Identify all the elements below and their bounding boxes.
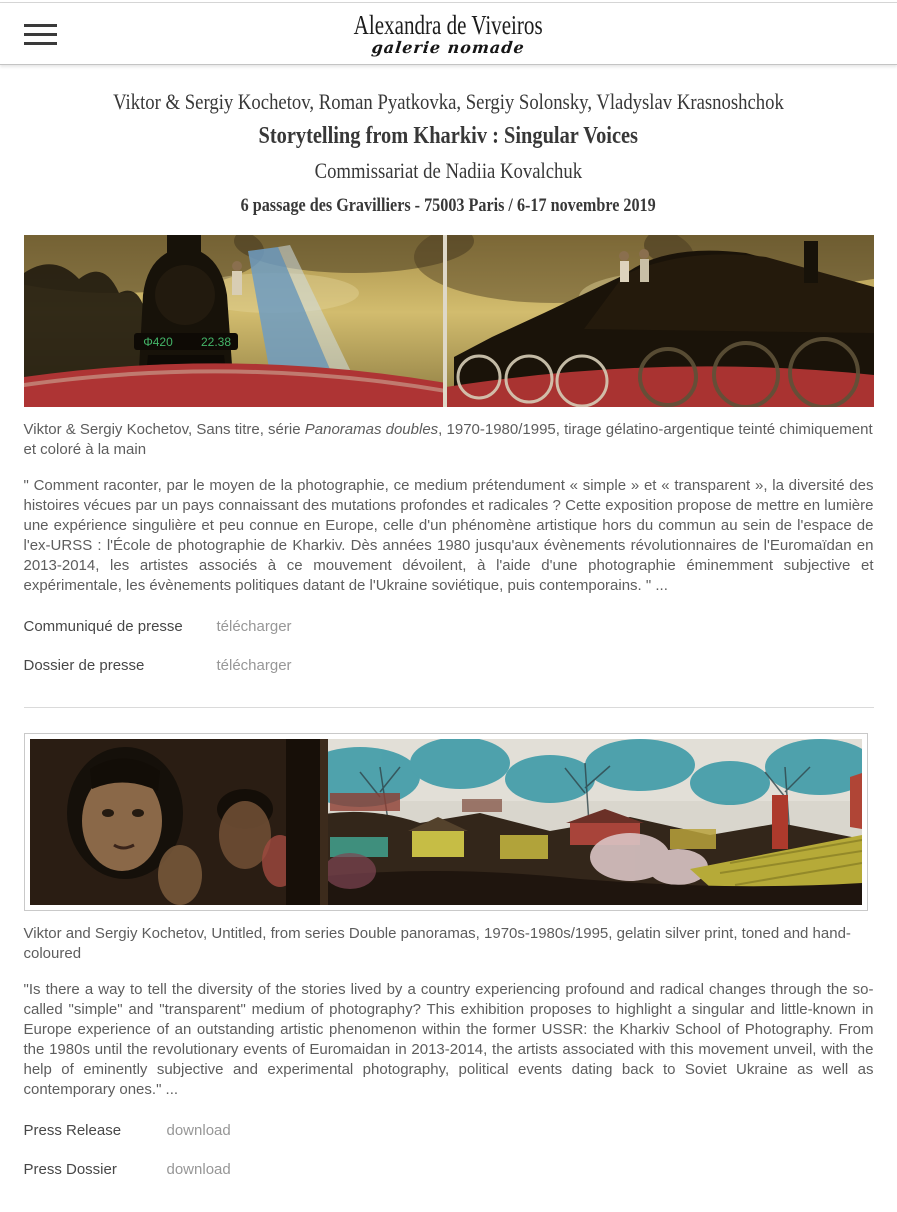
- press-label-release: Press Release: [23, 1122, 122, 1139]
- press-row-communique: [24, 618, 874, 635]
- menu-icon[interactable]: [24, 24, 57, 45]
- caption-english: Viktor and Sergiy Kochetov, Untitled, from series Double panoramas, 1970s-1980s/1995, gelatin silver print, toned and hand-coloured: [23, 925, 851, 962]
- exhibition-titles: [24, 89, 874, 217]
- press-row-dossier-fr: [24, 657, 874, 674]
- section-divider: [24, 707, 874, 708]
- main-content: [24, 65, 874, 1212]
- venue-dates-line: [24, 195, 874, 217]
- exhibition-title: [24, 122, 874, 150]
- download-link-dossier[interactable]: download: [166, 1161, 231, 1178]
- press-row-release: [24, 1122, 874, 1139]
- press-label-dossier-fr: Dossier de presse: [23, 657, 145, 674]
- site-header: [0, 3, 897, 65]
- paragraph-french: " Comment raconter, par le moyen de la photographie, ce medium prétendument « simple » et « transparent », la diversité des histoires vécues par un pays connaissant des mutations profondes et radicales ? Cette exposition propose de mettre en lumière une expérience singulière et peu connue en Europe, celle d'un phénomène artistique hors du commun au sein de l'espace de l'ex-URSS : l'École de photographie de Kharkiv. Dès années 1980 jusqu'aux évènements révolutionnaires de l'Euromaïdan en 2013-2014, les artistes associés à ce mouvement dévoilent, à l'aide d'une photographie éminemment subjective et expérimentale, les évènements politiques datant de l'Ukraine soviétique, puis contemporains. " ...: [23, 477, 874, 594]
- village-panorama-illustration: [30, 739, 862, 905]
- exhibition-title-text: Storytelling from Kharkiv : Singular Voices: [258, 123, 639, 149]
- telecharger-link-dossier[interactable]: télécharger: [216, 657, 292, 674]
- venue-dates-text: 6 passage des Gravilliers - 75003 Paris / 6-17 novembre 2019: [240, 195, 657, 216]
- paragraph-english: "Is there a way to tell the diversity of the stories lived by a country experiencing profound and radical changes through the so-called "simple" and "transparent" medium of photography? This exhibition proposes to highlight a singular and little-known in Europe experience of an outstanding artistic phenomenon within the former USSR: the Kharkiv School of Photography. From the 1980s until the revolutionary events of Euromaidan in 2013-2014, the artists associated with this movement unveil, with the help of eminently subjective and experimental photography, political events dating back to Soviet Ukraine as well as contemporary ones." ...: [23, 981, 874, 1098]
- logo-title: Alexandra de Viveiros: [353, 9, 544, 40]
- artists-text: Viktor & Sergiy Kochetov, Roman Pyatkovka, Sergiy Solonsky, Vladyslav Krasnoshchok: [113, 89, 784, 114]
- telecharger-link-communique[interactable]: télécharger: [216, 618, 292, 635]
- download-link-release[interactable]: download: [166, 1122, 231, 1139]
- caption-french-suffix: , 1970-1980/1995, tirage gélatino-argentique teinté chimiquement et coloré à la main: [23, 421, 873, 458]
- press-label-dossier-en: Press Dossier: [23, 1161, 117, 1178]
- locomotive-plate-left: Φ420: [142, 335, 173, 349]
- curator-line: [24, 158, 874, 184]
- press-row-dossier-en: [24, 1161, 874, 1178]
- caption-french-series: Panoramas doubles: [304, 421, 439, 438]
- locomotives-panorama-illustration: [24, 235, 874, 407]
- caption-french-prefix: Viktor & Sergiy Kochetov, Sans titre, série: [23, 421, 305, 438]
- artwork-image-locomotives[interactable]: [24, 235, 874, 407]
- locomotive-plate-right: 22.38: [200, 335, 231, 349]
- press-block-english: [24, 1122, 874, 1178]
- artwork-image-village[interactable]: [24, 733, 874, 911]
- artwork-frame: [24, 733, 868, 911]
- press-label-communique: Communiqué de presse: [23, 618, 183, 635]
- artists-line: [24, 89, 874, 115]
- caption-french: [24, 420, 874, 460]
- curator-text: Commissariat de Nadiia Kovalchuk: [314, 158, 583, 183]
- press-block-french: [24, 618, 874, 674]
- logo-subtitle: galerie nomade: [371, 37, 527, 57]
- site-logo[interactable]: [327, 9, 569, 57]
